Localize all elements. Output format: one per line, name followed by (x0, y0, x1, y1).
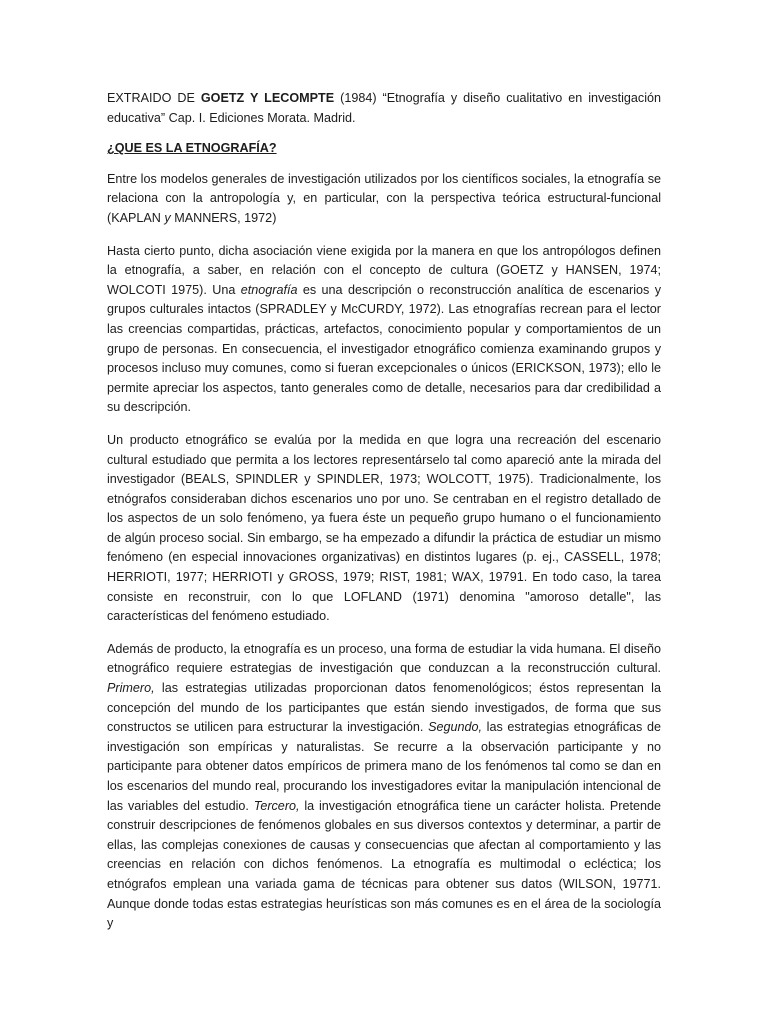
paragraph-4-text-d: la investigación etnográfica tiene un carácter holista. Pretende construir descripciones de fenómenos globales en sus diversos contextos y determinar, a partir de ellas, las complejas conexiones de causas y consecuencias que afectan al comportamiento y las creencias en relación con dichos fenómenos. La etnografía es multimodal o ecléctica; los etnógrafos emplean una variada gama de técnicas para obtener sus datos (WILSON, 19771. Aunque donde todas estas estrategias heurísticas son más comunes es en el área de la sociología y (107, 798, 661, 931)
paragraph-1 (107, 170, 661, 229)
source-rest: (1984) “Etnografía y diseño cualitativo en investigación educativa” Cap. I. Ediciones Morata. Madrid. (107, 91, 661, 125)
source-citation (107, 89, 661, 128)
paragraph-4-text-b: las estrategias utilizadas proporcionan datos fenomenológicos; éstos representan la concepción del mundo de los participantes que están siendo investigados, de forma que sus constructos se utilicen para estructurar la investigación. (107, 681, 661, 735)
paragraph-1-text-b: MANNERS, 1972) (170, 210, 277, 225)
paragraph-4-italic-segundo: Segundo, (428, 720, 482, 735)
paragraph-4-text-c: las estrategias etnográficas de investigación son empíricas y naturalistas. Se recurre a la observación participante y no participante para obtener datos empíricos de primera mano de los fenómenos tal como se dan en los escenarios del mundo real, procurando los investigadores evitar la manipulación intencional de las variables del estudio. (107, 720, 661, 813)
paragraph-4-text-a: Además de producto, la etnografía es un proceso, una forma de estudiar la vida humana. El diseño etnográfico requiere estrategias de investigación que conduzcan a la reconstrucción cultural. (107, 641, 661, 676)
paragraph-2 (107, 242, 661, 418)
source-authors: GOETZ Y LECOMPTE (200, 91, 335, 105)
paragraph-4 (107, 640, 661, 934)
paragraph-2-text-a: Hasta cierto punto, dicha asociación viene exigida por la manera en que los antropólogos definen la etnografía, a saber, en relación con el concepto de cultura (GOETZ y HANSEN, 1974; WOLCOTI 1975). Una (107, 243, 661, 297)
paragraph-2-italic: etnografía (240, 282, 298, 297)
paragraph-4-italic-primero: Primero, (107, 681, 155, 696)
section-heading: ¿QUE ES LA ETNOGRAFÍA? (107, 141, 277, 156)
paragraph-1-italic: y (164, 210, 171, 225)
paragraph-1-text-a: Entre los modelos generales de investigación utilizados por los científicos sociales, la etnografía se relaciona con la antropología y, en particular, con la perspectiva teórica estructural-funcional (KAPLAN (107, 171, 661, 225)
paragraph-4-italic-tercero: Tercero, (253, 798, 300, 813)
paragraph-3: Un producto etnográfico se evalúa por la medida en que logra una recreación del escenario cultural estudiado que permita a los lectores representárselo tal como apareció ante la mirada del investigador (BEALS, SPINDLER y SPINDLER, 1973; WOLCOTT, 1975). Tradicionalmente, los etnógrafos consideraban dichos escenarios uno por uno. Se centraban en el registro detallado de los aspectos de un solo fenómeno, ya fuera éste un pequeño grupo humano o el funcionamiento de algún proceso social. Sin embargo, se ha empezado a difundir la práctica de estudiar un mismo fenómeno (en especial innovaciones organizativas) en distintos lugares (p. ej., CASSELL, 1978; HERRIOTI, 1977; HERRIOTI y GROSS, 1979; RIST, 1981; WAX, 19791. En todo caso, la tarea consiste en reconstruir, con lo que LOFLAND (1971) denomina "amoroso detalle", las características del fenómeno estudiado. (107, 432, 661, 624)
paragraph-2-text-b: es una descripción o reconstrucción analítica de escenarios y grupos culturales intactos (SPRADLEY y McCURDY, 1972). Las etnografías recrean para el lector las creencias compartidas, prácticas, artefactos, conocimiento popular y comportamientos de un grupo de personas. En consecuencia, el investigador etnográfico comienza examinando grupos y procesos incluso muy comunes, como si fueran excepcionales o únicos (ERICKSON, 1973); ello le permite apreciar los aspectos, tanto generales como de detalle, necesarios para dar credibilidad a su descripción. (107, 282, 661, 415)
source-prefix: EXTRAIDO DE (107, 91, 201, 105)
